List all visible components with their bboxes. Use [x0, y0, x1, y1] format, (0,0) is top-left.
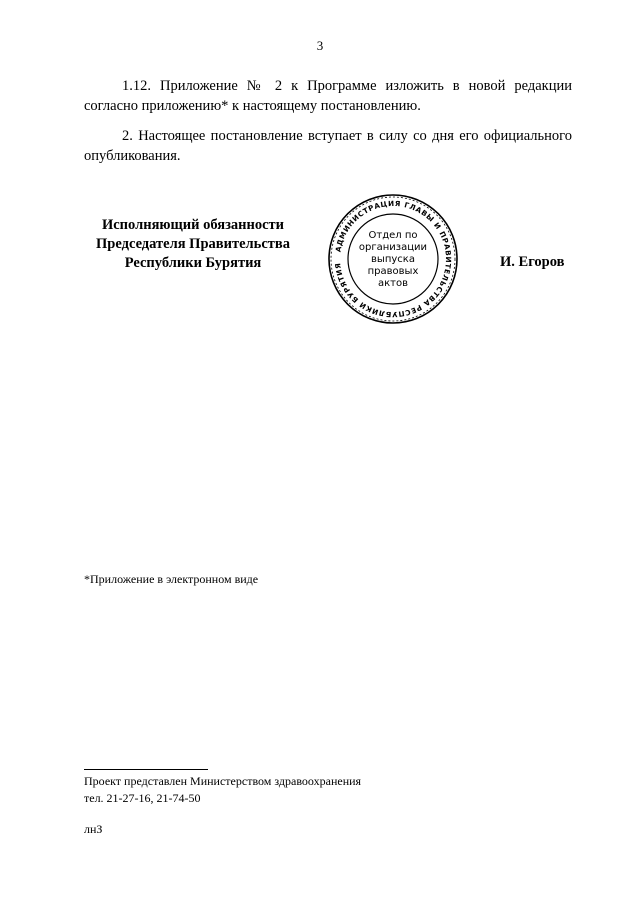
official-seal-stamp: [327, 193, 459, 325]
seal-center-line: Отдел по: [368, 230, 418, 241]
signer-position-line: Исполняющий обязанности: [101, 217, 285, 233]
seal-ring-text: АДМИНИСТРАЦИЯ ГЛАВЫ И ПРАВИТЕЛЬСТВА РЕСПУБЛИКИ БУРЯТИЯ: [333, 198, 454, 320]
signer-position: [84, 216, 302, 273]
seal-center-line: организации: [358, 242, 428, 253]
signer-position-line: Председателя Правительства: [96, 236, 290, 252]
footer-divider: [84, 769, 208, 770]
body-paragraph: 2. Настоящее постановление вступает в силу со дня его официального опубликования.: [84, 128, 572, 164]
footer-document-code: лнЗ: [84, 822, 103, 836]
signer-position-line: Республики Бурятия: [124, 255, 262, 271]
seal-center-line: актов: [377, 278, 409, 289]
footer-prepared-by: Проект представлен Министерством здравоохранения: [84, 774, 362, 788]
footnote: *Приложение в электронном виде: [84, 572, 259, 586]
seal-center-line: выпуска: [371, 254, 415, 265]
footer-phone: тел. 21-27-16, 21-74-50: [84, 791, 201, 805]
signer-name: И. Егоров: [500, 254, 565, 270]
body-paragraph: 1.12. Приложение № 2 к Программе изложить в новой редакции согласно приложению* к настоящему постановлению.: [84, 78, 572, 114]
seal-center-line: правовых: [367, 266, 419, 277]
page-number: 3: [316, 38, 324, 53]
